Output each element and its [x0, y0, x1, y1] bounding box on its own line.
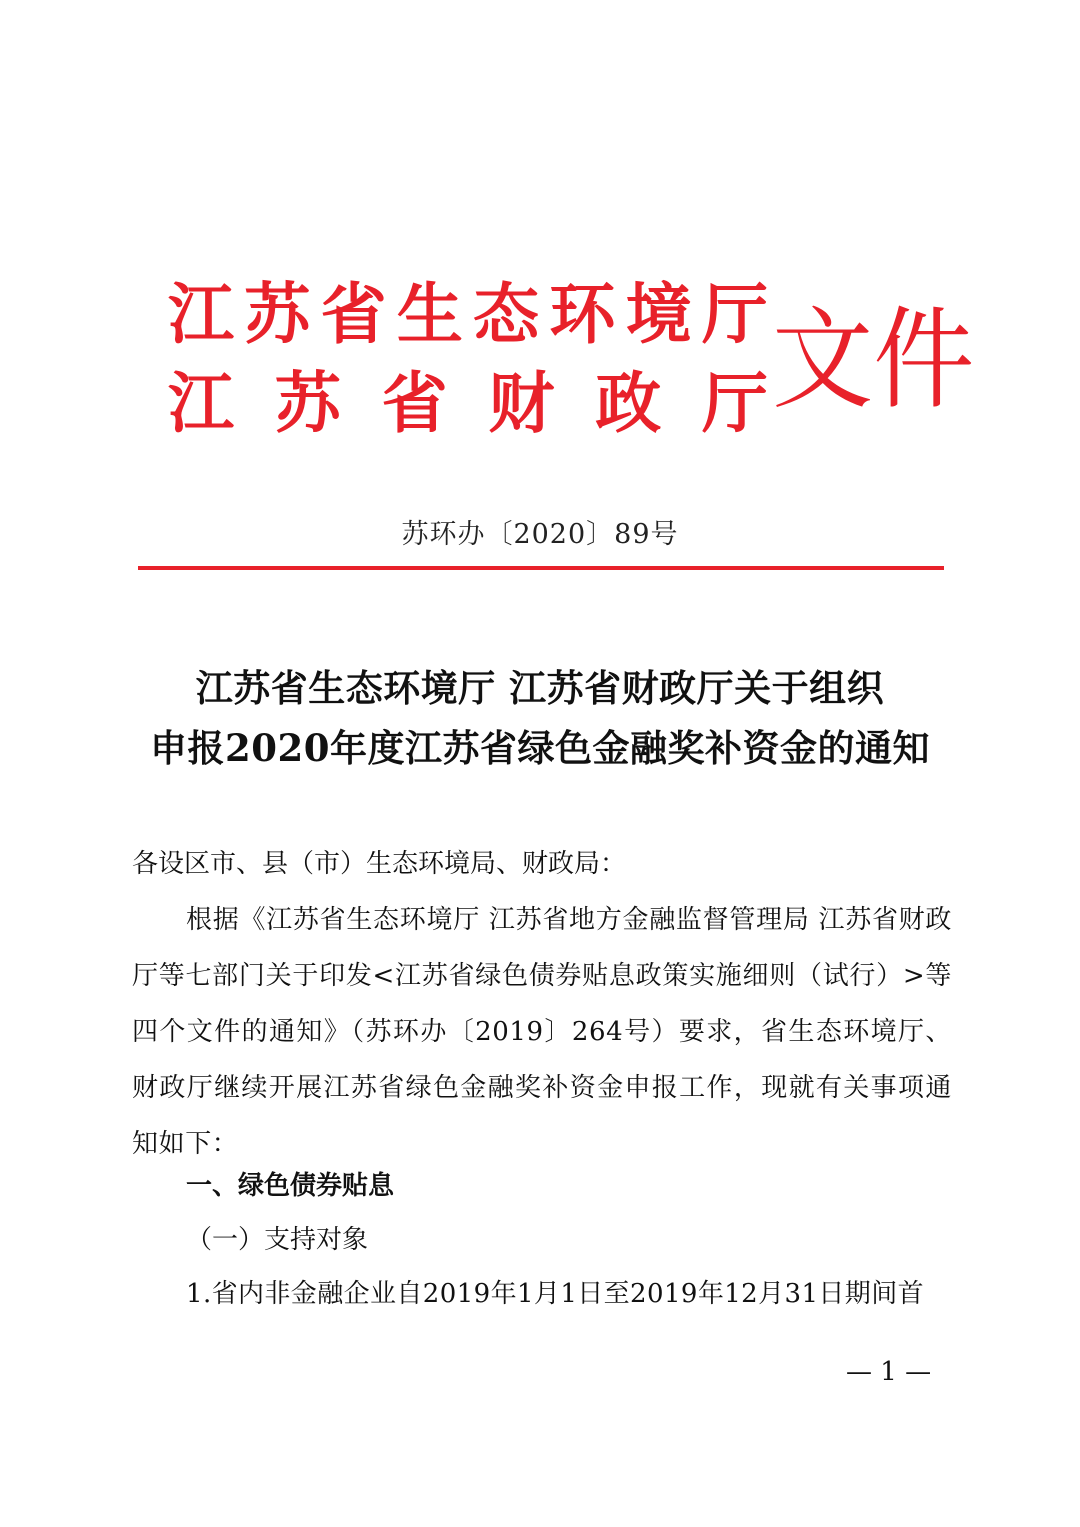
issuer-char: 态 — [473, 276, 540, 353]
document-title — [0, 658, 1080, 778]
issuer-char: 厅 — [701, 365, 768, 442]
issuer-char: 省 — [381, 365, 448, 442]
title-line-1: 江苏省生态环境厅 江苏省财政厅关于组织 — [195, 666, 885, 710]
document-number: 苏环办〔2020〕89号 — [401, 519, 679, 550]
issuer-char: 苏 — [244, 276, 311, 353]
issuer-char: 厅 — [701, 276, 768, 353]
issuer-char: 江 — [168, 365, 234, 442]
issuer-char: 省 — [320, 276, 387, 353]
issuer-line-finance — [168, 364, 768, 444]
issuer-char: 财 — [488, 365, 555, 442]
title-line-2: 申报2020年度江苏省绿色金融奖补资金的通知 — [150, 726, 930, 770]
body-paragraph: 根据《江苏省生态环境厅 江苏省地方金融监督管理局 江苏省财政厅等七部门关于印发<江苏省绿色债券贴息政策实施细则（试行）>等四个文件的通知》（苏环办〔2019〕264号）要求，省生态环境厅、财政厅继续开展江苏省绿色金融奖补资金申报工作，现就有关事项通知如下： — [132, 905, 952, 1159]
issuer-char: 环 — [549, 276, 616, 353]
list-item: 1.省内非金融企业自2019年1月1日至2019年12月31日期间首 — [186, 1279, 924, 1309]
document-type-label: 文件 — [772, 296, 975, 424]
page-number: — 1 — — [846, 1357, 932, 1387]
issuer-char: 境 — [625, 276, 692, 353]
issuer-char: 苏 — [274, 365, 341, 442]
subsection-heading: （一）支持对象 — [186, 1225, 369, 1255]
issuer-line-environment — [168, 275, 768, 355]
document-header — [0, 0, 1080, 480]
salutation: 各设区市、县（市）生态环境局、财政局： — [132, 849, 627, 879]
issuer-char: 政 — [595, 365, 662, 442]
issuer-char: 江 — [168, 276, 234, 353]
issuer-char: 生 — [396, 276, 463, 353]
header-divider — [138, 566, 944, 570]
section-heading: 一、绿色债券贴息 — [186, 1171, 395, 1201]
